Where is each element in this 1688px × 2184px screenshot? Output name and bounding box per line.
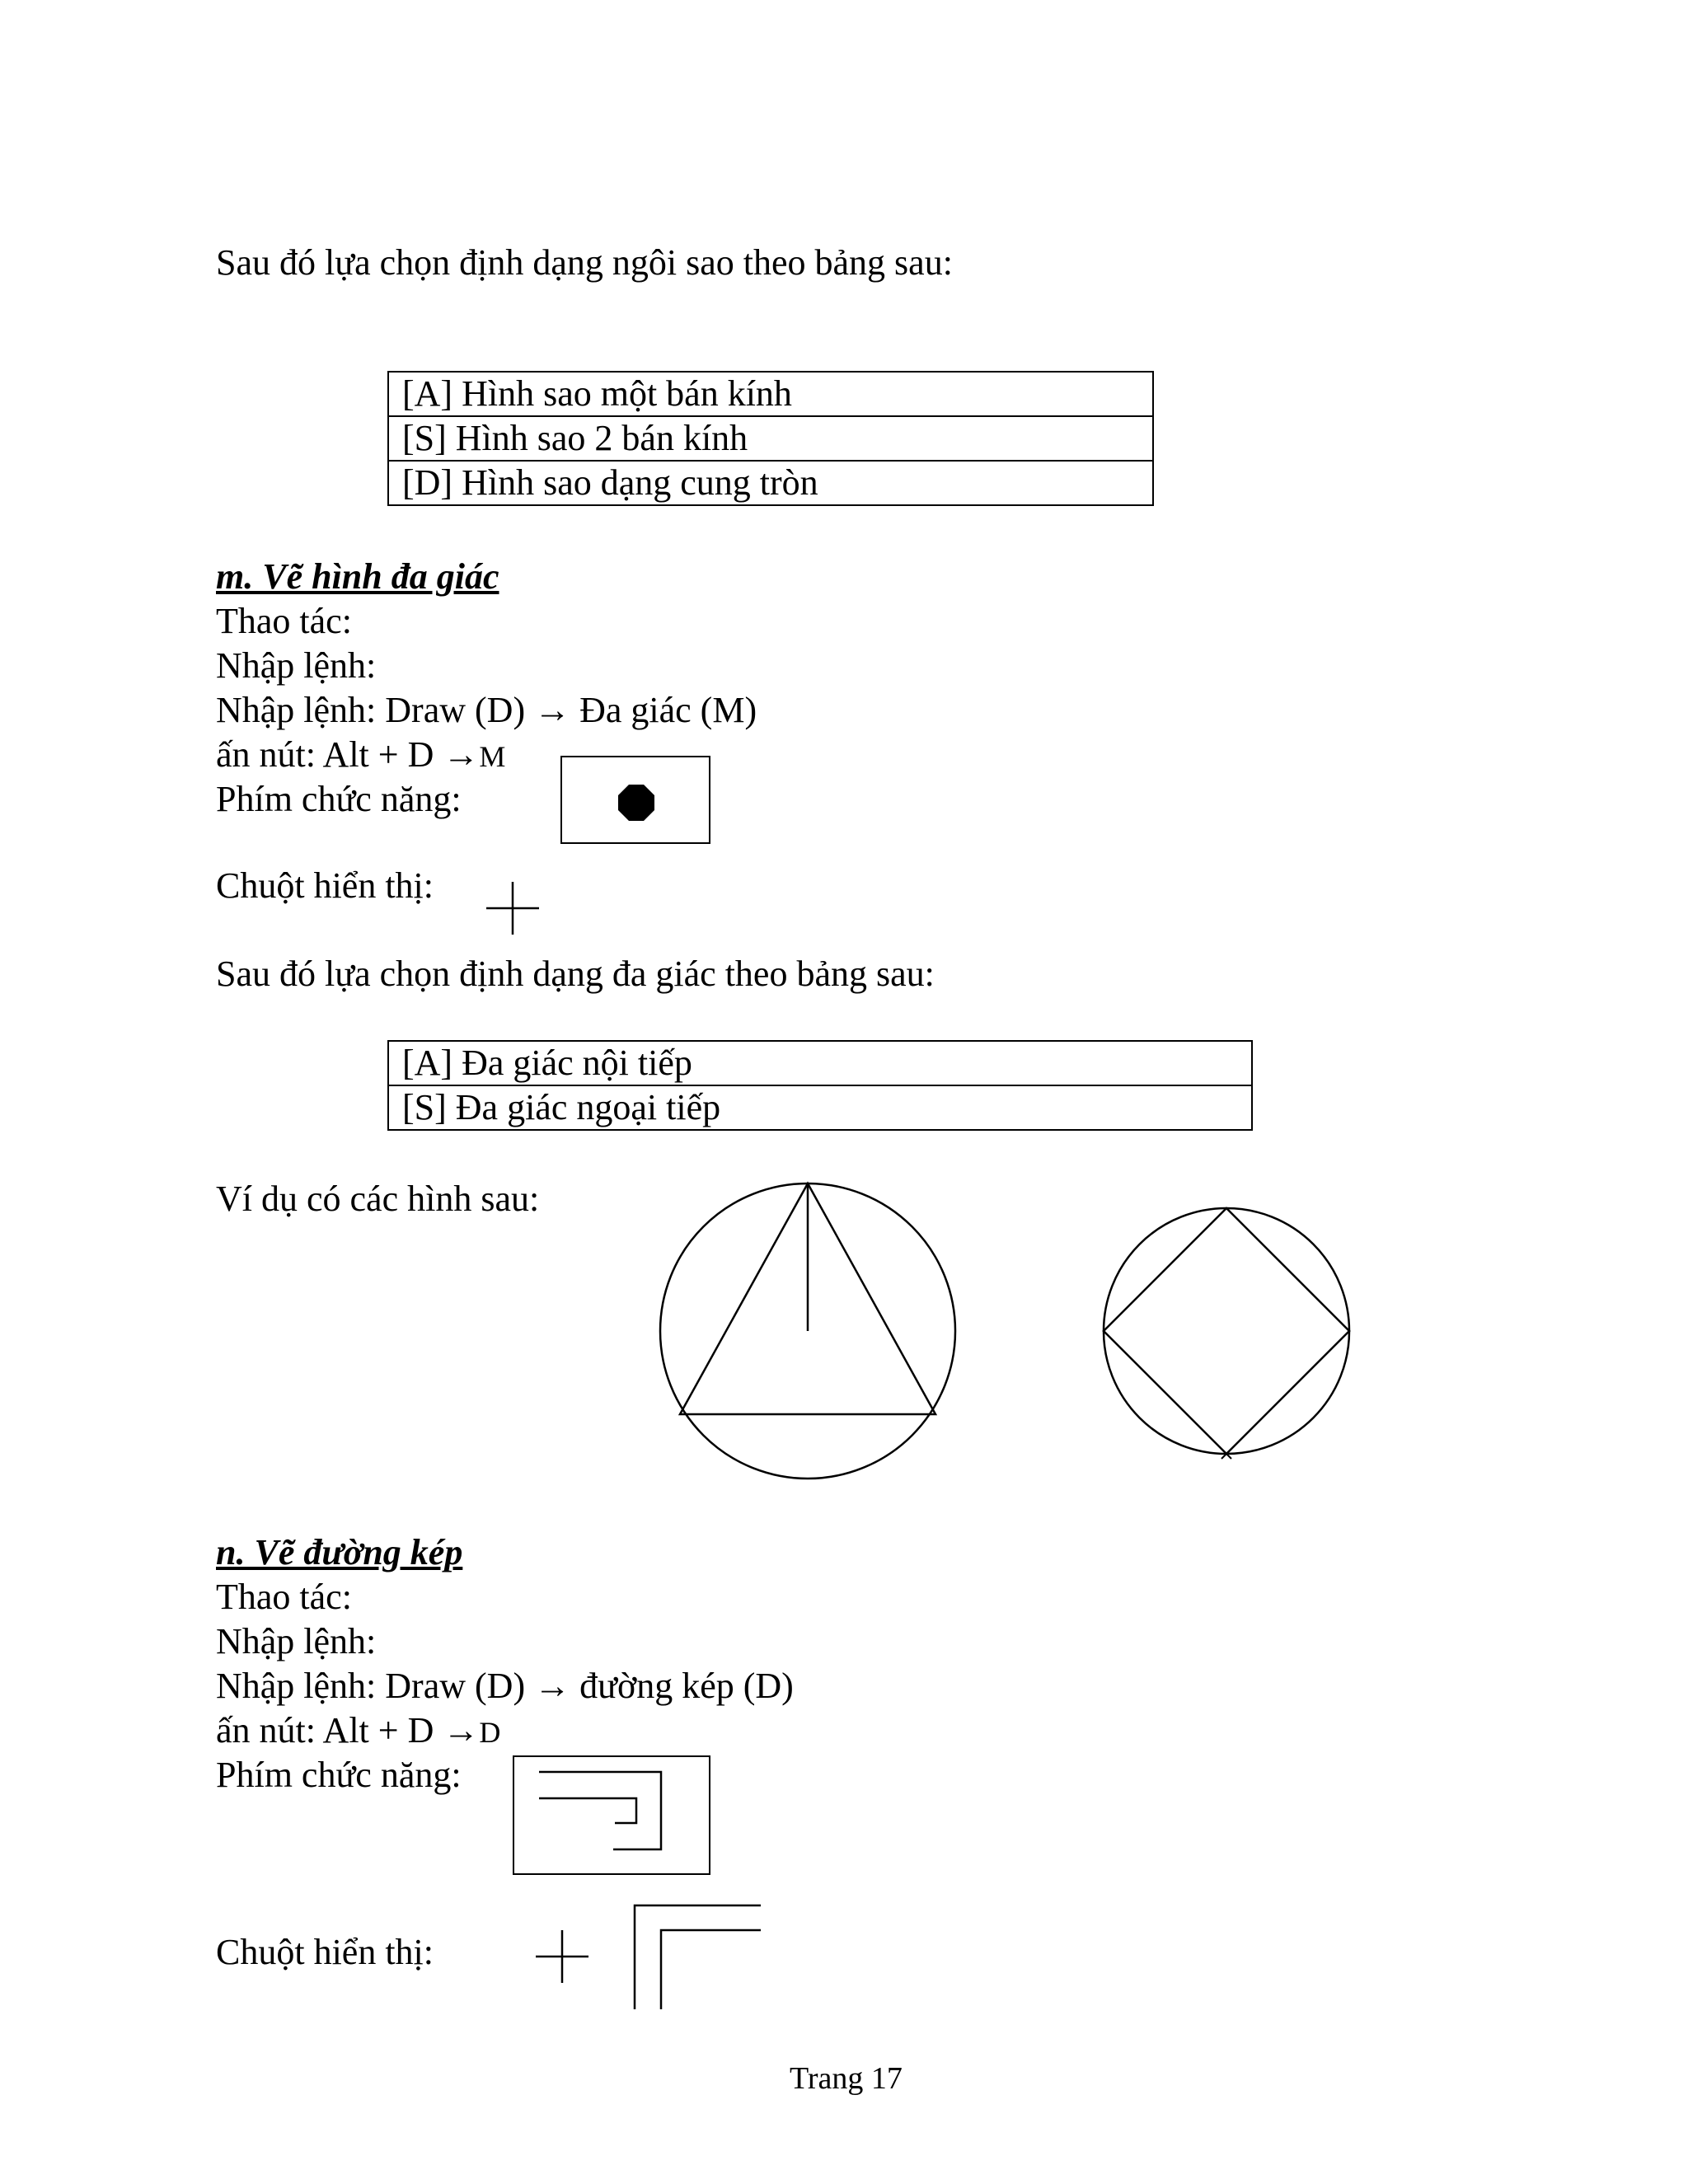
m-draw-command: Nhập lệnh: Draw (D) → Đa giác (M) <box>216 690 757 730</box>
n-thao-tac: Thao tác: <box>216 1577 352 1617</box>
n-key-shortcut <box>216 1708 500 1755</box>
m-chuot-hien-thi: Chuột hiển thị: <box>216 865 434 906</box>
star-option: [D] Hình sao dạng cung tròn <box>388 461 1153 505</box>
inscribed-triangle-figure <box>659 1183 973 1496</box>
star-option: [S] Hình sao 2 bán kính <box>388 416 1153 461</box>
n-chuot-hien-thi: Chuột hiển thị: <box>216 1932 434 1972</box>
example-text: Ví dụ có các hình sau: <box>216 1179 540 1219</box>
section-n-heading: n. Vẽ đường kép <box>216 1532 463 1572</box>
intro-polygon-text: Sau đó lựa chọn định dạng đa giác theo bảng sau: <box>216 954 935 994</box>
n-draw-command: Nhập lệnh: Draw (D) → đường kép (D) <box>216 1666 794 1706</box>
star-options-table <box>387 371 1154 506</box>
section-m-heading: m. Vẽ hình đa giác <box>216 556 499 597</box>
crosshair-cursor-icon <box>486 882 544 940</box>
m-key-shortcut <box>216 733 505 779</box>
page-number: Trang 17 <box>790 2061 903 2096</box>
octagon-icon <box>562 757 712 846</box>
crosshair-cursor-icon <box>536 1930 593 1988</box>
m-thao-tac: Thao tác: <box>216 601 352 641</box>
intro-star-text: Sau đó lựa chọn định dạng ngôi sao theo bảng sau: <box>216 242 953 283</box>
polygon-options-table <box>387 1040 1253 1131</box>
n-nhap-lenh: Nhập lệnh: <box>216 1621 377 1661</box>
polygon-option: [S] Đa giác ngoại tiếp <box>388 1085 1252 1130</box>
double-line-icon <box>514 1757 712 1877</box>
double-line-tool-button <box>513 1755 710 1875</box>
star-option: [A] Hình sao một bán kính <box>388 372 1153 416</box>
double-line-cursor-icon <box>633 1904 765 2011</box>
m-key-letter: M <box>479 740 506 773</box>
n-key-letter: D <box>479 1716 501 1749</box>
m-nhap-lenh: Nhập lệnh: <box>216 645 377 686</box>
n-key-text: ấn nút: Alt + D → <box>216 1710 480 1750</box>
polygon-tool-button <box>560 756 710 844</box>
m-key-text: ấn nút: Alt + D → <box>216 734 480 775</box>
polygon-option: [A] Đa giác nội tiếp <box>388 1041 1252 1085</box>
n-phim-chuc-nang: Phím chức năng: <box>216 1755 462 1795</box>
m-phim-chuc-nang: Phím chức năng: <box>216 779 462 819</box>
inscribed-square-figure <box>1103 1207 1358 1463</box>
